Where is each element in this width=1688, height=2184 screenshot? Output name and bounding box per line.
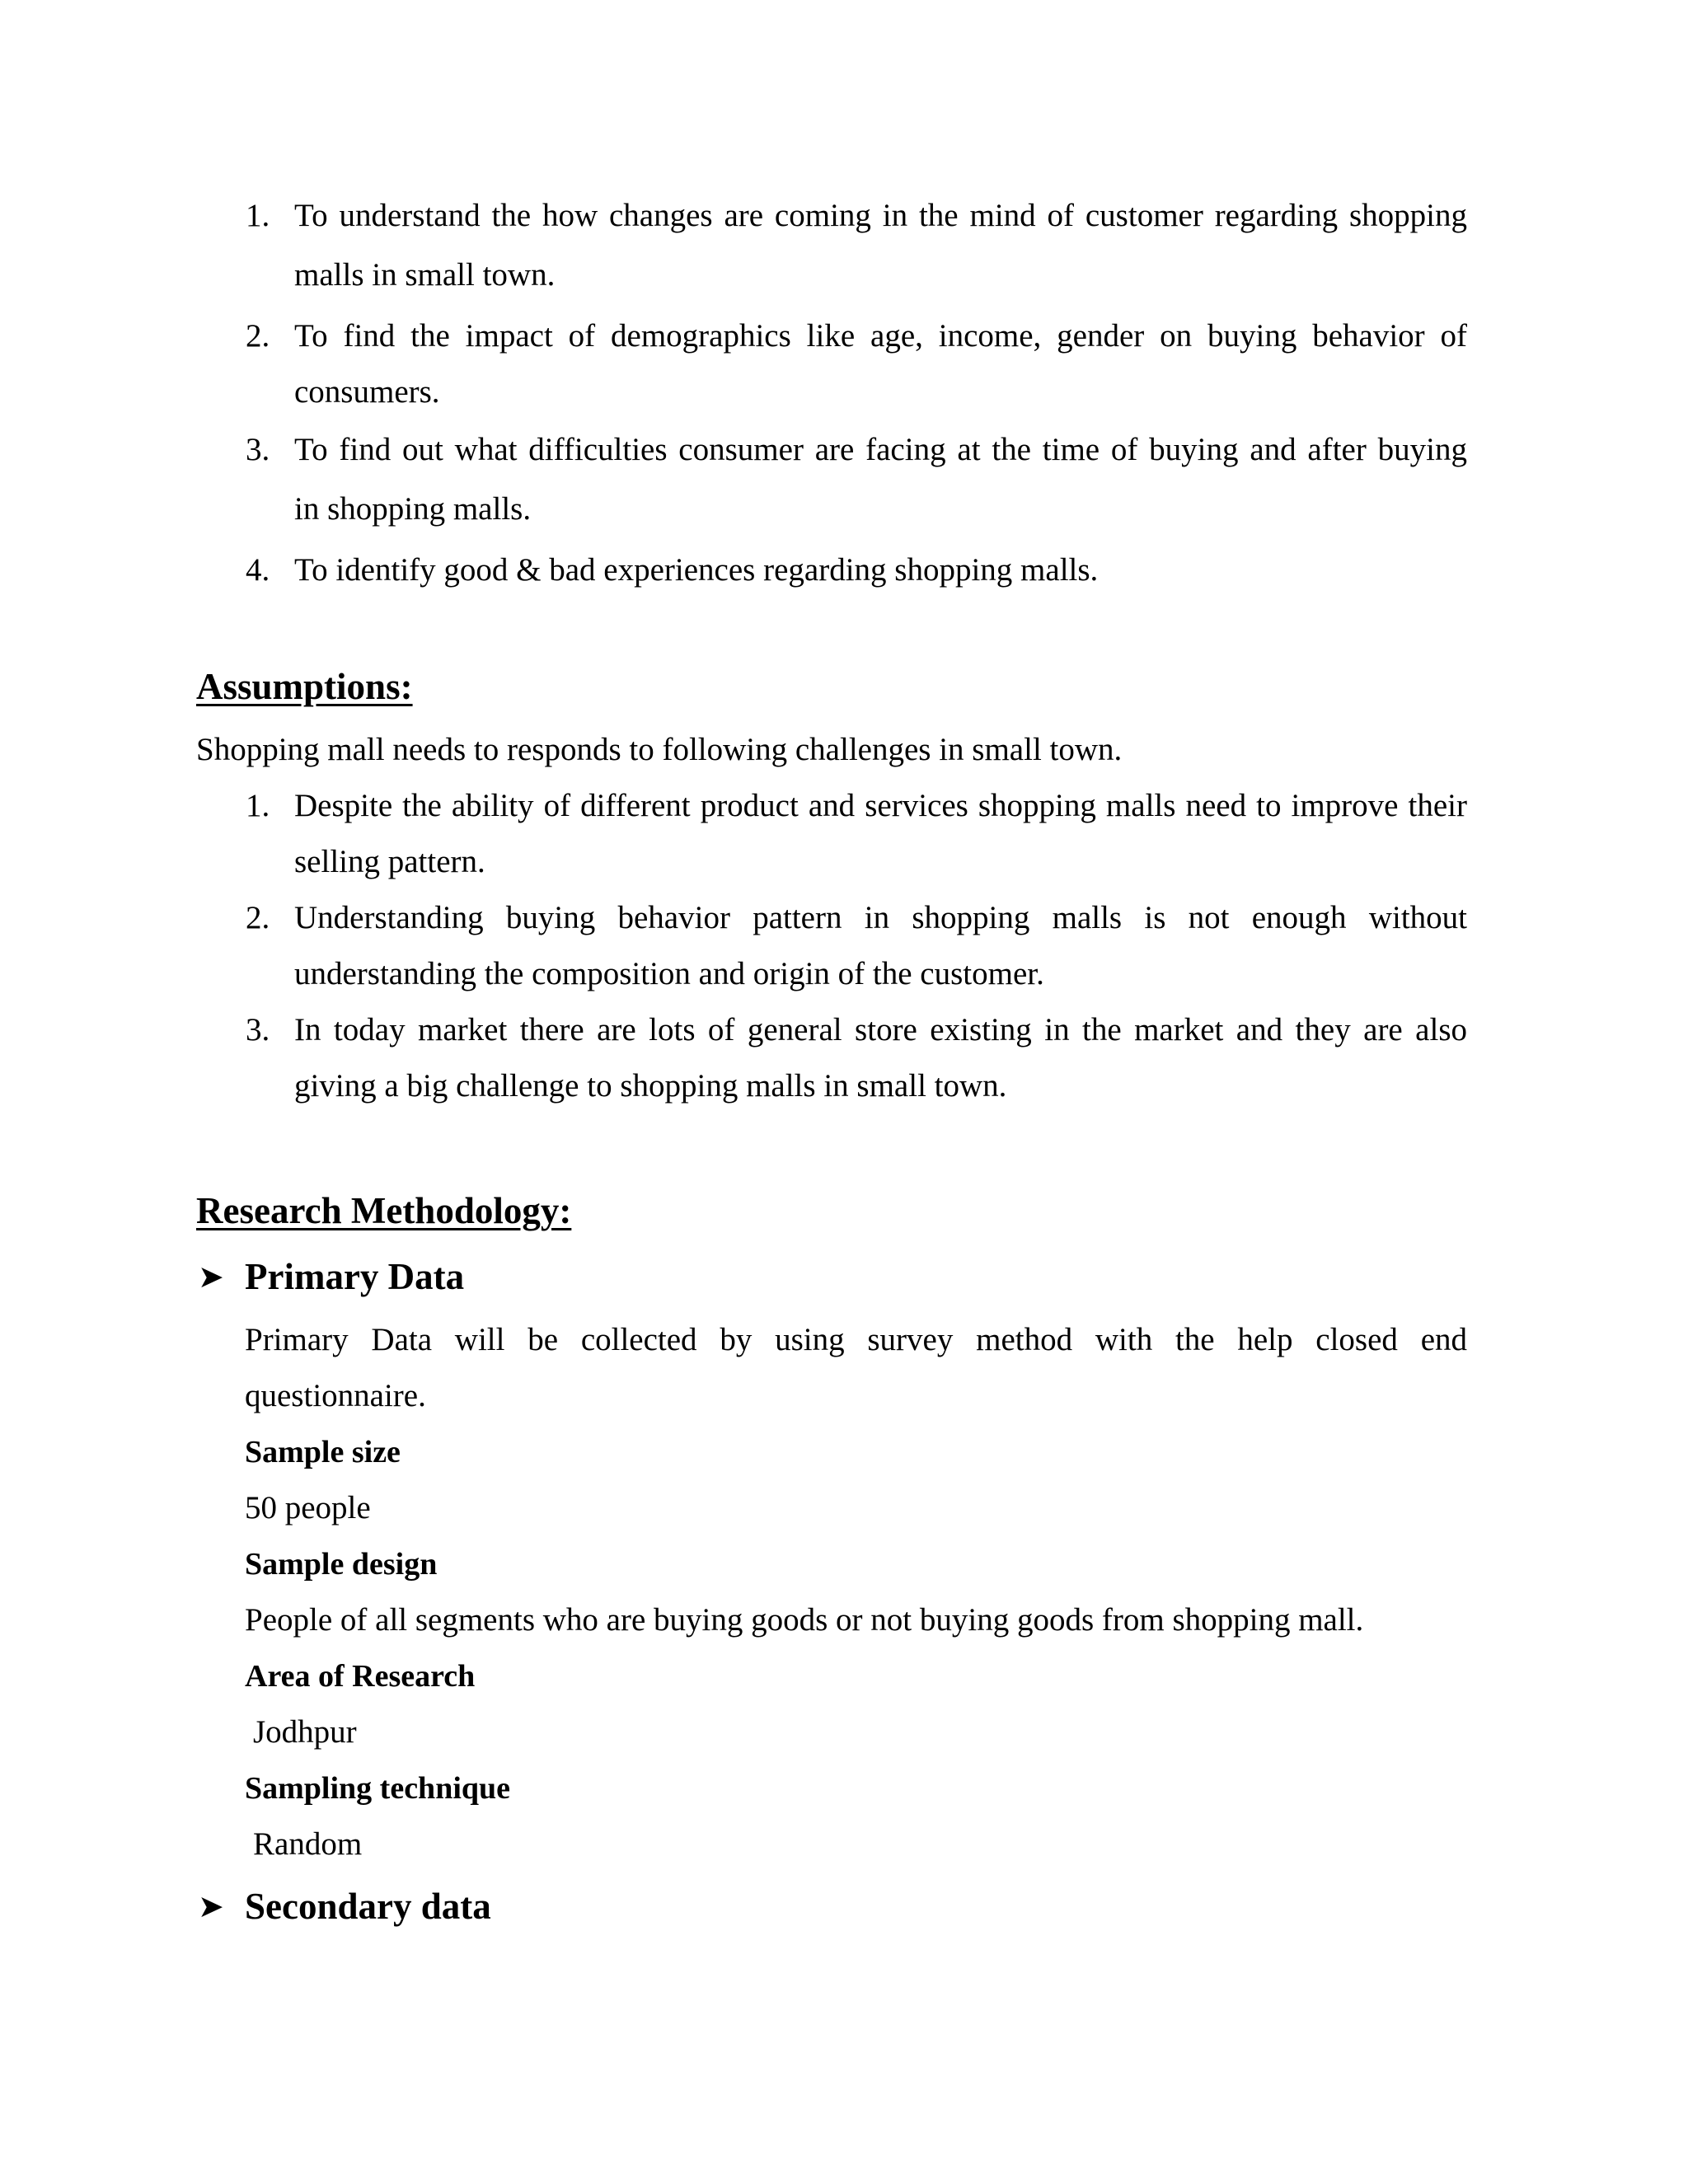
list-item-text: In today market there are lots of general store existing in the market and they are also xyxy=(294,1012,1467,1047)
sample-design-value: People of all segments who are buying goods or not buying goods from shopping mall. xyxy=(245,1602,1364,1638)
list-number: 1. xyxy=(246,198,270,233)
list-item-text: To find the impact of demographics like age, income, gender on buying behavior of xyxy=(294,318,1467,354)
sampling-technique-label: Sampling technique xyxy=(245,1771,511,1806)
sample-size-label: Sample size xyxy=(245,1435,401,1469)
sampling-technique-value: Random xyxy=(253,1826,363,1862)
list-item-text: To understand the how changes are coming in the mind of customer regarding shopping xyxy=(294,198,1467,233)
list-number: 4. xyxy=(246,552,270,588)
list-item-text: Understanding buying behavior pattern in shopping malls is not enough without xyxy=(294,900,1467,935)
list-item-text: understanding the composition and origin of the customer. xyxy=(294,956,1044,991)
area-of-research-label: Area of Research xyxy=(245,1659,476,1694)
list-item-text: malls in small town. xyxy=(294,257,556,293)
primary-data-description: questionnaire. xyxy=(245,1378,426,1413)
section-intro: Shopping mall needs to responds to following challenges in small town. xyxy=(196,732,1123,767)
section-heading: Assumptions: xyxy=(196,666,413,707)
list-item-text: selling pattern. xyxy=(294,844,485,879)
primary-data-description: Primary Data will be collected by using survey method with the help closed end xyxy=(245,1322,1467,1357)
list-item-text: Despite the ability of different product and services shopping malls need to improve their xyxy=(294,788,1467,823)
arrowhead-bullet-icon: ➤ xyxy=(198,1888,224,1924)
list-number: 2. xyxy=(246,900,270,935)
list-item-text: consumers. xyxy=(294,374,440,410)
list-number: 2. xyxy=(246,318,270,354)
list-item-text: To identify good & bad experiences regarding shopping malls. xyxy=(294,552,1099,588)
sample-design-label: Sample design xyxy=(245,1547,438,1582)
sample-size-value: 50 people xyxy=(245,1490,371,1526)
list-number: 3. xyxy=(246,432,270,467)
secondary-data-title: Secondary data xyxy=(245,1886,491,1927)
list-number: 3. xyxy=(246,1012,270,1047)
arrowhead-bullet-icon: ➤ xyxy=(198,1258,224,1295)
section-heading: Research Methodology: xyxy=(196,1190,572,1231)
list-item-text: giving a big challenge to shopping malls in small town. xyxy=(294,1068,1007,1104)
primary-data-title: Primary Data xyxy=(245,1256,465,1297)
area-of-research-value: Jodhpur xyxy=(253,1714,357,1750)
list-number: 1. xyxy=(246,788,270,823)
list-item-text: To find out what difficulties consumer are facing at the time of buying and after buying xyxy=(294,432,1467,467)
list-item-text: in shopping malls. xyxy=(294,491,532,527)
